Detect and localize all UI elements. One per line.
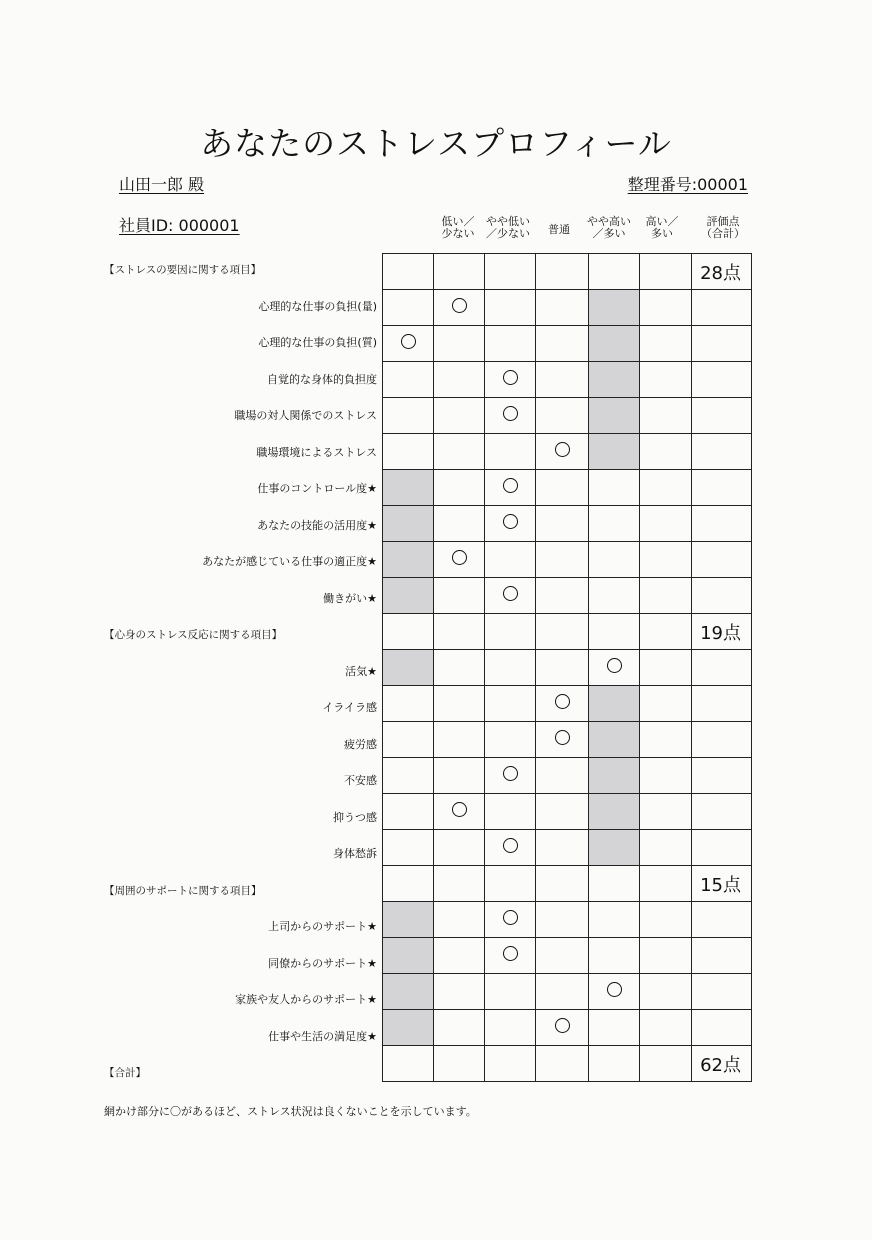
grid-cell	[485, 542, 536, 578]
grid-cell	[434, 326, 485, 362]
grid-cell	[383, 290, 434, 326]
circle-mark-cell	[485, 758, 536, 794]
circle-mark-icon	[452, 298, 467, 313]
circle-mark-cell	[485, 362, 536, 398]
grid-cell	[434, 866, 485, 902]
section-row	[383, 254, 752, 290]
grid-cell	[589, 398, 640, 434]
grid-cell	[536, 578, 589, 614]
grid-cell	[589, 722, 640, 758]
table-row	[383, 722, 752, 758]
table-row	[383, 938, 752, 974]
grid-cell	[485, 254, 536, 290]
grid-cell	[536, 254, 589, 290]
grid-cell	[383, 650, 434, 686]
grid-cell	[640, 686, 692, 722]
grid-cell	[589, 470, 640, 506]
footnote: 網かけ部分に〇があるほど、ストレス状況は良くないことを示しています。	[104, 1105, 477, 1118]
grid-cell	[640, 722, 692, 758]
grid-cell	[692, 758, 752, 794]
grid-cell	[485, 1046, 536, 1082]
item-label: 身体愁訴	[333, 847, 377, 860]
grid-cell	[640, 938, 692, 974]
grid-cell	[383, 362, 434, 398]
grid-cell	[692, 902, 752, 938]
grid-cell	[589, 542, 640, 578]
grid-cell	[692, 578, 752, 614]
section-label: 【合計】	[104, 1067, 146, 1079]
grid-cell	[692, 974, 752, 1010]
circle-mark-cell	[485, 938, 536, 974]
section-label: 【周囲のサポートに関する項目】	[104, 884, 262, 897]
page-title: あなたのストレスプロフィール	[200, 124, 672, 163]
table-row	[383, 542, 752, 578]
column-header-4: 高い／ 多い	[645, 215, 679, 240]
circle-mark-icon	[555, 442, 570, 457]
grid-cell	[589, 434, 640, 470]
grid-cell	[536, 398, 589, 434]
grid-cell	[383, 830, 434, 866]
section-row	[383, 1046, 752, 1082]
grid-cell	[536, 794, 589, 830]
circle-mark-cell	[434, 542, 485, 578]
grid-cell	[485, 974, 536, 1010]
circle-mark-icon	[607, 982, 622, 997]
grid-cell	[485, 614, 536, 650]
grid-cell	[536, 758, 589, 794]
grid-cell	[640, 290, 692, 326]
circle-mark-icon	[555, 1018, 570, 1033]
grid-cell	[485, 434, 536, 470]
grid-cell	[434, 470, 485, 506]
circle-mark-cell	[485, 506, 536, 542]
grid-cell	[589, 758, 640, 794]
table-row	[383, 1010, 752, 1046]
grid-cell	[640, 650, 692, 686]
grid-cell	[589, 1010, 640, 1046]
grid-cell	[692, 362, 752, 398]
grid-cell	[383, 902, 434, 938]
table-row	[383, 830, 752, 866]
score-cell: 62点	[692, 1046, 752, 1082]
grid-cell	[383, 506, 434, 542]
circle-mark-icon	[503, 478, 518, 493]
grid-cell	[485, 686, 536, 722]
item-label: あなたの技能の活用度★	[257, 518, 377, 532]
grid-cell	[383, 794, 434, 830]
circle-mark-icon	[503, 370, 518, 385]
section-label: 【ストレスの要因に関する項目】	[104, 264, 262, 276]
grid-cell	[383, 938, 434, 974]
stress-profile-table	[382, 253, 752, 1082]
circle-mark-cell	[434, 290, 485, 326]
grid-cell	[485, 866, 536, 902]
circle-mark-cell	[434, 794, 485, 830]
section-row	[383, 614, 752, 650]
grid-cell	[692, 434, 752, 470]
employee-id: 社員ID: 000001	[119, 216, 240, 235]
circle-mark-icon	[503, 766, 518, 781]
grid-cell	[434, 1010, 485, 1046]
grid-cell	[536, 326, 589, 362]
grid-cell	[589, 866, 640, 902]
circle-mark-cell	[536, 686, 589, 722]
circle-mark-icon	[452, 802, 467, 817]
item-label: 家族や友人からのサポート★	[235, 993, 377, 1006]
circle-mark-cell	[536, 722, 589, 758]
grid-cell	[383, 974, 434, 1010]
grid-cell	[485, 650, 536, 686]
grid-cell	[692, 830, 752, 866]
circle-mark-cell	[485, 830, 536, 866]
grid-cell	[434, 614, 485, 650]
item-label: 働きがい★	[323, 591, 377, 605]
column-header-3: やや高い ／多い	[587, 215, 631, 240]
grid-cell	[383, 542, 434, 578]
grid-cell	[536, 542, 589, 578]
grid-cell	[485, 794, 536, 830]
item-label: 心理的な仕事の負担(量)	[258, 299, 377, 313]
grid-cell	[536, 902, 589, 938]
grid-cell	[434, 758, 485, 794]
grid-cell	[640, 902, 692, 938]
grid-cell	[640, 974, 692, 1010]
grid-cell	[589, 794, 640, 830]
section-label: 【心身のストレス反応に関する項目】	[104, 629, 283, 641]
grid-cell	[589, 506, 640, 542]
circle-mark-icon	[503, 514, 518, 529]
item-label: 心理的な仕事の負担(質)	[258, 336, 377, 349]
item-label: イライラ感	[322, 701, 377, 714]
score-cell: 19点	[692, 614, 752, 650]
grid-cell	[692, 326, 752, 362]
grid-cell	[383, 866, 434, 902]
grid-cell	[485, 326, 536, 362]
grid-cell	[589, 902, 640, 938]
column-header-2: 普通	[548, 223, 570, 236]
grid-cell	[589, 254, 640, 290]
grid-cell	[640, 434, 692, 470]
circle-mark-cell	[589, 974, 640, 1010]
circle-mark-cell	[485, 578, 536, 614]
circle-mark-icon	[503, 406, 518, 421]
circle-mark-cell	[536, 434, 589, 470]
grid-cell	[640, 542, 692, 578]
table-row	[383, 758, 752, 794]
grid-cell	[434, 650, 485, 686]
grid-cell	[692, 794, 752, 830]
item-label: 仕事や生活の満足度★	[268, 1029, 377, 1043]
grid-cell	[434, 398, 485, 434]
item-label: 自覚的な身体的負担度	[267, 372, 377, 386]
grid-cell	[589, 938, 640, 974]
column-header-0: 低い／ 少ない	[441, 215, 475, 240]
table-row	[383, 902, 752, 938]
grid-cell	[640, 614, 692, 650]
item-label: 抑うつ感	[333, 810, 377, 824]
table-row	[383, 362, 752, 398]
grid-cell	[536, 470, 589, 506]
grid-cell	[589, 362, 640, 398]
employee-name: 山田一郎 殿	[119, 175, 205, 194]
table-row	[383, 434, 752, 470]
grid-cell	[692, 470, 752, 506]
grid-cell	[692, 290, 752, 326]
table-row	[383, 650, 752, 686]
item-label: 上司からのサポート★	[268, 920, 377, 933]
circle-mark-cell	[485, 470, 536, 506]
item-label: 不安感	[344, 774, 377, 787]
item-label: 疲労感	[344, 737, 377, 751]
grid-cell	[640, 578, 692, 614]
grid-cell	[536, 1046, 589, 1082]
grid-cell	[692, 398, 752, 434]
item-label: 職場環境によるストレス	[256, 445, 377, 459]
grid-cell	[640, 1010, 692, 1046]
circle-mark-icon	[555, 730, 570, 745]
grid-cell	[485, 722, 536, 758]
score-cell: 28点	[692, 254, 752, 290]
grid-cell	[589, 686, 640, 722]
grid-cell	[383, 722, 434, 758]
circle-mark-icon	[401, 334, 416, 349]
grid-cell	[640, 830, 692, 866]
grid-cell	[536, 830, 589, 866]
grid-cell	[485, 1010, 536, 1046]
circle-mark-cell	[485, 398, 536, 434]
item-label: あなたが感じている仕事の適正度★	[202, 555, 377, 568]
grid-cell	[434, 254, 485, 290]
item-label: 仕事のコントロール度★	[257, 482, 377, 495]
table-row	[383, 398, 752, 434]
grid-cell	[434, 938, 485, 974]
table-row	[383, 470, 752, 506]
grid-cell	[589, 614, 640, 650]
table-row	[383, 686, 752, 722]
grid-cell	[589, 578, 640, 614]
score-cell: 15点	[692, 866, 752, 902]
table-row	[383, 794, 752, 830]
grid-cell	[383, 578, 434, 614]
grid-cell	[434, 506, 485, 542]
item-label: 同僚からのサポート★	[268, 956, 377, 970]
grid-cell	[434, 902, 485, 938]
table-row	[383, 578, 752, 614]
grid-cell	[640, 1046, 692, 1082]
grid-cell	[692, 650, 752, 686]
grid-cell	[536, 974, 589, 1010]
grid-cell	[640, 470, 692, 506]
column-header-1: やや低い ／少ない	[486, 215, 530, 240]
grid-cell	[434, 434, 485, 470]
grid-cell	[434, 362, 485, 398]
grid-cell	[383, 470, 434, 506]
reference-number: 整理番号:00001	[627, 175, 748, 194]
grid-cell	[536, 290, 589, 326]
grid-cell	[589, 1046, 640, 1082]
circle-mark-cell	[536, 1010, 589, 1046]
grid-cell	[536, 938, 589, 974]
grid-cell	[640, 866, 692, 902]
grid-cell	[383, 434, 434, 470]
section-row	[383, 866, 752, 902]
grid-cell	[383, 1046, 434, 1082]
grid-cell	[383, 614, 434, 650]
grid-cell	[434, 722, 485, 758]
table-row	[383, 506, 752, 542]
grid-cell	[692, 1010, 752, 1046]
circle-mark-icon	[555, 694, 570, 709]
grid-cell	[692, 506, 752, 542]
column-header-5: 評価点 （合計）	[701, 215, 745, 240]
circle-mark-cell	[383, 326, 434, 362]
grid-cell	[640, 794, 692, 830]
grid-cell	[434, 974, 485, 1010]
grid-cell	[383, 398, 434, 434]
circle-mark-icon	[503, 586, 518, 601]
table-row	[383, 290, 752, 326]
grid-cell	[640, 254, 692, 290]
circle-mark-icon	[503, 946, 518, 961]
circle-mark-icon	[452, 550, 467, 565]
circle-mark-icon	[503, 910, 518, 925]
item-label: 職場の対人関係でのストレス	[234, 409, 377, 422]
grid-cell	[536, 506, 589, 542]
grid-cell	[434, 1046, 485, 1082]
circle-mark-icon	[503, 838, 518, 853]
circle-mark-cell	[589, 650, 640, 686]
grid-cell	[536, 362, 589, 398]
circle-mark-icon	[607, 658, 622, 673]
grid-cell	[536, 866, 589, 902]
grid-cell	[536, 650, 589, 686]
table-row	[383, 326, 752, 362]
grid-cell	[536, 614, 589, 650]
grid-cell	[434, 686, 485, 722]
grid-cell	[640, 506, 692, 542]
table-row	[383, 974, 752, 1010]
grid-cell	[640, 398, 692, 434]
grid-cell	[485, 290, 536, 326]
grid-cell	[434, 578, 485, 614]
grid-cell	[692, 722, 752, 758]
grid-cell	[692, 686, 752, 722]
grid-cell	[640, 326, 692, 362]
grid-cell	[383, 686, 434, 722]
grid-cell	[640, 758, 692, 794]
grid-cell	[434, 830, 485, 866]
grid-cell	[383, 758, 434, 794]
grid-cell	[383, 254, 434, 290]
grid-cell	[383, 1010, 434, 1046]
circle-mark-cell	[485, 902, 536, 938]
grid-cell	[589, 326, 640, 362]
grid-cell	[692, 938, 752, 974]
grid-cell	[692, 542, 752, 578]
item-label: 活気★	[345, 664, 377, 678]
grid-cell	[589, 830, 640, 866]
grid-cell	[589, 290, 640, 326]
grid-cell	[640, 362, 692, 398]
